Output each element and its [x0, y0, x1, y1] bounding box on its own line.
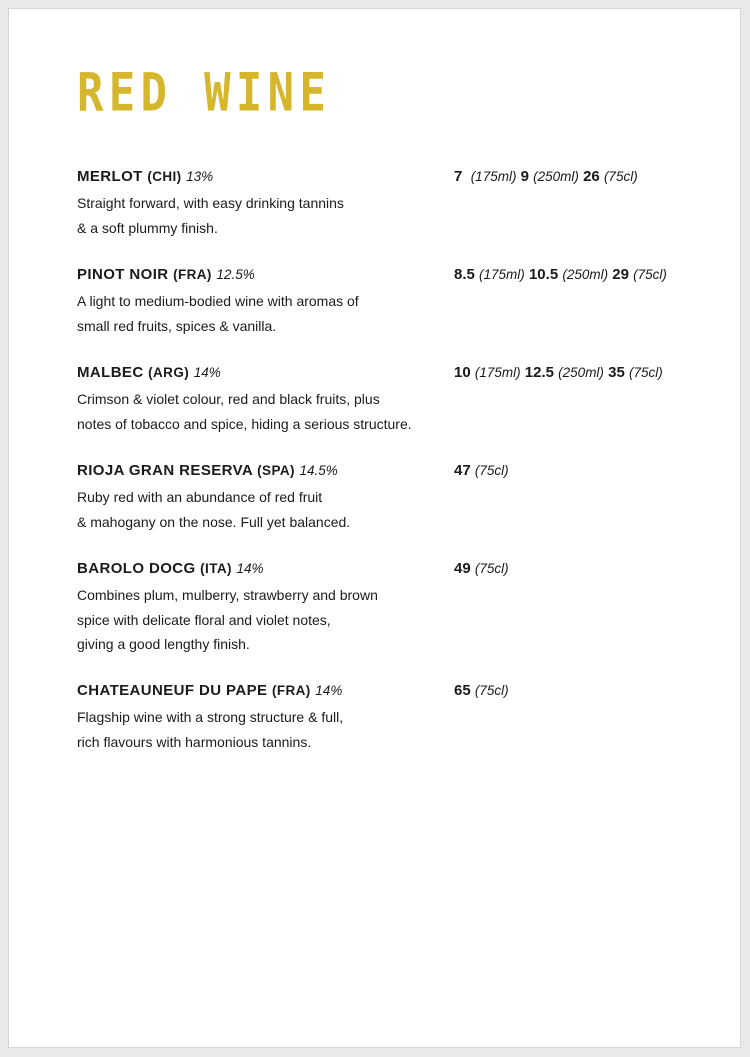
price-volume: (75cl) [603, 169, 638, 184]
wine-description [77, 387, 457, 436]
price-amount: 65 [454, 682, 471, 699]
wine-item [77, 167, 727, 240]
price-volume: (250ml) [558, 365, 604, 380]
description-line: & mahogany on the nose. Full yet balanced. [77, 513, 351, 530]
wine-description [77, 705, 457, 754]
price-amount: 8.5 [454, 266, 475, 283]
wine-item [77, 265, 727, 338]
price-volume: (75cl) [628, 365, 663, 380]
price-volume: (75cl) [633, 267, 667, 282]
wine-origin: (ITA) [200, 561, 232, 576]
wine-name: MALBEC [77, 364, 144, 381]
description-line: notes of tobacco and spice, hiding a serious structure. [77, 415, 412, 432]
wine-name-line [77, 559, 727, 579]
description-line: small red fruits, spices & vanilla. [77, 317, 277, 334]
wine-description [77, 191, 457, 240]
wine-abv: 13% [186, 169, 214, 184]
menu-page [8, 8, 741, 1048]
wine-name: BAROLO DOCG [77, 560, 196, 577]
price-volume: (75cl) [474, 683, 509, 698]
wine-item [77, 681, 727, 754]
price-amount: 10 [454, 364, 471, 381]
price-volume: (175ml) [470, 169, 517, 184]
price-volume: (175ml) [479, 267, 525, 282]
wine-abv: 14% [236, 561, 264, 576]
wine-name: PINOT NOIR [77, 266, 169, 283]
wine-name: CHATEAUNEUF DU PAPE [77, 682, 268, 699]
wine-prices [454, 461, 509, 481]
price-amount: 10.5 [528, 266, 559, 283]
page-title: RED WINE [77, 62, 332, 123]
price-amount: 35 [608, 364, 625, 381]
description-line: Flagship wine with a strong structure & full, [77, 709, 344, 725]
description-line: & a soft plummy finish. [77, 219, 218, 236]
wine-prices [454, 363, 663, 383]
wine-origin: (CHI) [147, 169, 182, 184]
price-volume: (250ml) [533, 169, 579, 184]
price-amount: 12.5 [524, 364, 554, 381]
description-line: rich flavours with harmonious tannins. [77, 733, 312, 750]
wine-origin: (FRA) [271, 683, 311, 698]
price-volume: (175ml) [474, 365, 521, 380]
wine-abv: 14.5% [299, 463, 338, 478]
wine-abv: 14% [315, 683, 343, 698]
price-volume: (75cl) [474, 561, 509, 576]
description-line: Straight forward, with easy drinking tannins [77, 195, 344, 211]
wine-description [77, 583, 457, 657]
price-amount: 9 [520, 168, 529, 185]
wine-prices [454, 681, 509, 701]
description-line: A light to medium-bodied wine with aromas of [77, 293, 359, 309]
price-volume: (75cl) [474, 463, 509, 478]
wine-abv: 12.5% [216, 267, 255, 282]
wine-origin: (FRA) [173, 267, 212, 282]
wine-name: RIOJA GRAN RESERVA [77, 462, 253, 479]
wine-description [77, 289, 457, 338]
wine-item [77, 363, 727, 436]
description-line: giving a good lengthy finish. [77, 636, 250, 652]
wine-origin: (ARG) [148, 365, 190, 380]
wine-name: MERLOT [77, 168, 143, 185]
price-amount: 7 [454, 168, 463, 185]
wine-description [77, 485, 457, 534]
wine-abv: 14% [193, 365, 221, 380]
description-line: Crimson & violet colour, red and black fruits, plus [77, 391, 380, 407]
wine-name-line [77, 681, 727, 701]
price-amount: 29 [612, 266, 629, 283]
description-line: spice with delicate floral and violet notes, [77, 611, 331, 628]
wine-prices [454, 167, 638, 187]
wine-prices [454, 265, 667, 285]
description-line: Combines plum, mulberry, strawberry and brown [77, 587, 378, 603]
price-amount: 47 [454, 462, 471, 479]
wine-name-line [77, 461, 727, 481]
price-amount: 49 [454, 560, 471, 577]
wine-origin: (SPA) [257, 463, 295, 478]
wine-item [77, 559, 727, 657]
price-volume: (250ml) [562, 267, 609, 282]
wine-prices [454, 559, 509, 579]
price-amount: 26 [583, 168, 600, 185]
description-line: Ruby red with an abundance of red fruit [77, 489, 323, 505]
wine-item [77, 461, 727, 534]
